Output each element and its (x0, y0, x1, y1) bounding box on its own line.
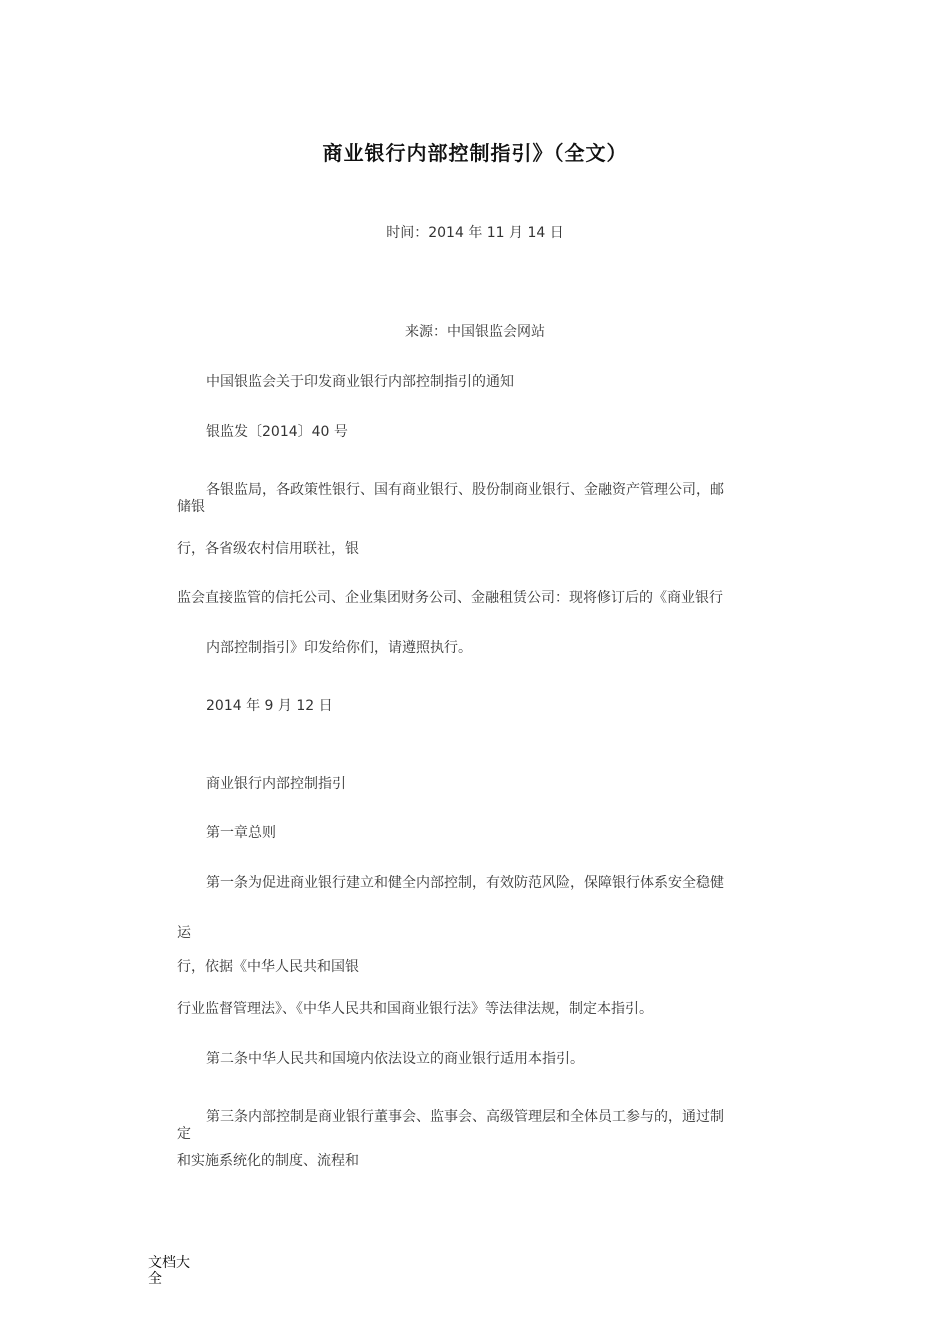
chapter-heading: 第一章总则 (206, 825, 276, 841)
recipients-line: 储银 (177, 499, 205, 515)
guideline-title: 商业银行内部控制指引 (206, 776, 346, 792)
article-line: 运 (177, 925, 191, 941)
document-title: 商业银行内部控制指引》（全文） (322, 141, 628, 165)
article-line: 第三条内部控制是商业银行董事会、监事会、高级管理层和全体员工参与的，通过制 (206, 1109, 724, 1125)
article-line: 行，依据《中华人民共和国银 (177, 959, 359, 975)
recipients-line: 监会直接监管的信托公司、企业集团财务公司、金融租赁公司：现将修订后的《商业银行 (177, 590, 723, 606)
document-number: 银监发〔2014〕40 号 (206, 424, 348, 440)
recipients-line: 行，各省级农村信用联社，银 (177, 541, 359, 557)
footer-label: 文档大全 (148, 1255, 190, 1287)
article-line: 和实施系统化的制度、流程和 (177, 1153, 359, 1169)
date-line: 时间：2014 年 11 月 14 日 (386, 225, 564, 241)
article-line: 行业监督管理法》、《中华人民共和国商业银行法》等法律法规，制定本指引。 (177, 1001, 653, 1017)
issue-date: 2014 年 9 月 12 日 (206, 698, 333, 714)
notice-title: 中国银监会关于印发商业银行内部控制指引的通知 (206, 374, 514, 390)
body-line: 内部控制指引》印发给你们，请遵照执行。 (206, 640, 472, 656)
article-line: 第二条中华人民共和国境内依法设立的商业银行适用本指引。 (206, 1051, 584, 1067)
article-line: 第一条为促进商业银行建立和健全内部控制，有效防范风险，保障银行体系安全稳健 (206, 875, 724, 891)
recipients-line: 各银监局，各政策性银行、国有商业银行、股份制商业银行、金融资产管理公司，邮 (206, 482, 724, 498)
source-line: 来源：中国银监会网站 (405, 324, 545, 340)
article-line: 定 (177, 1126, 191, 1142)
